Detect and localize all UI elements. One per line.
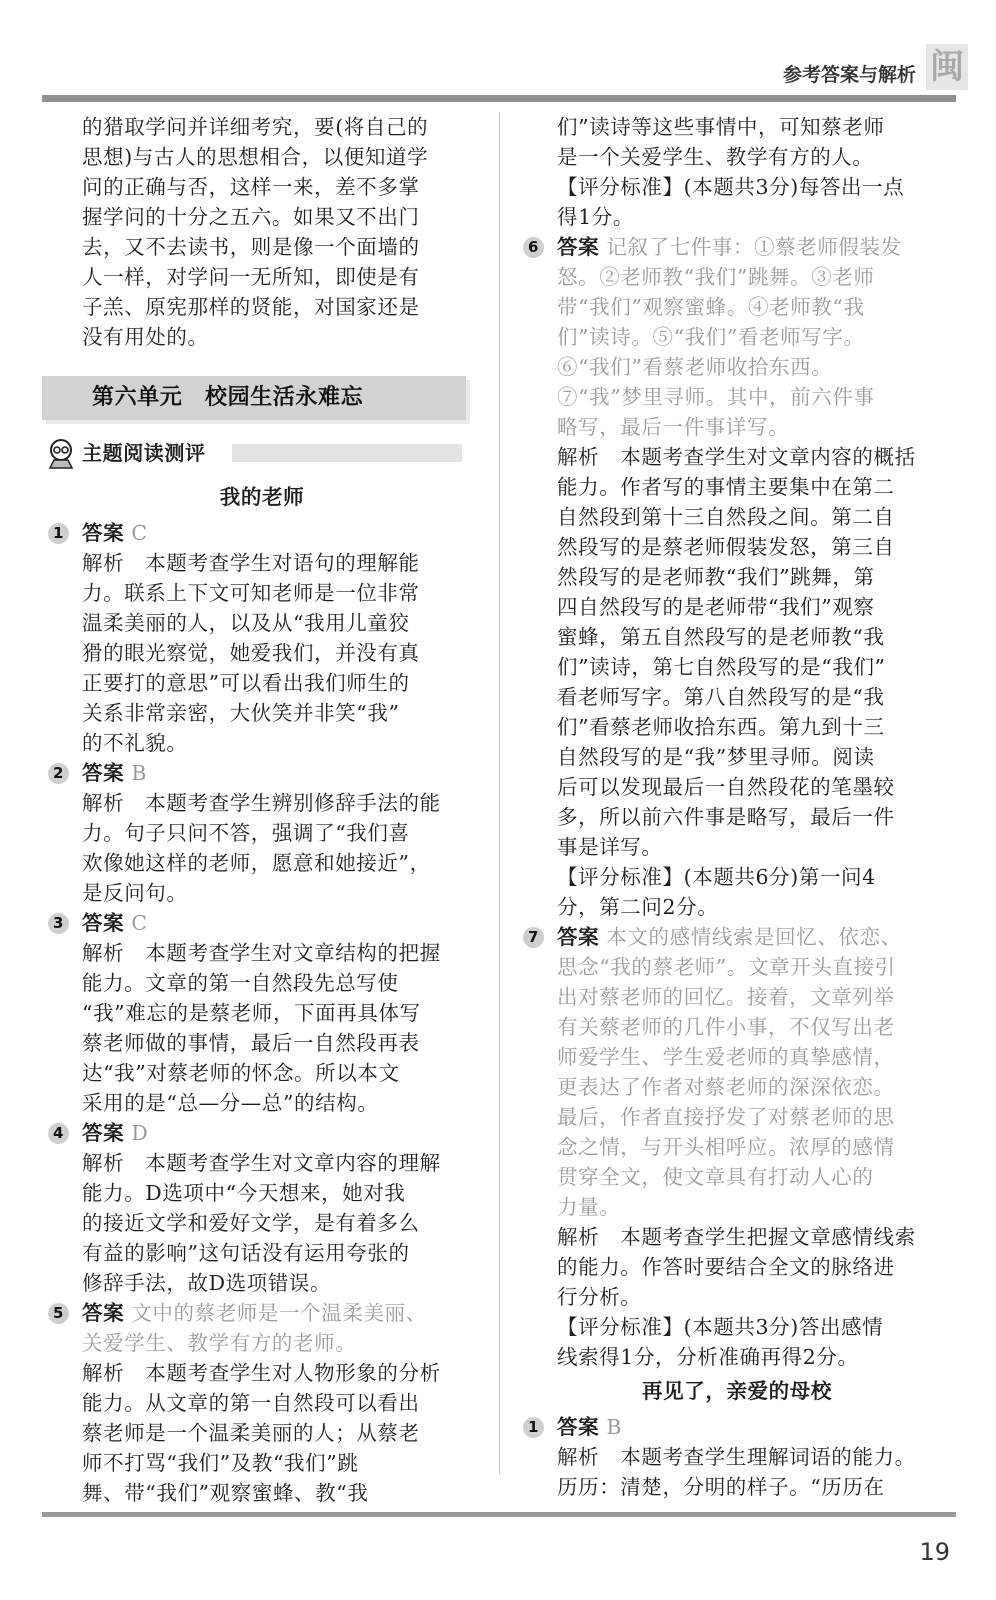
text-line: 采用的是“总—分—总”的结构。 (82, 1091, 379, 1115)
question-number: 4 (48, 1123, 69, 1144)
question-2 (46, 758, 478, 908)
region-badge: 闽 (926, 44, 968, 90)
text-line: “我”难忘的是蔡老师，下面再具体写 (82, 1001, 421, 1025)
text-line: 四自然段写的是老师带“我们”观察 (557, 595, 875, 619)
text-line: 温柔美丽的人，以及从“我用儿童狡 (82, 611, 410, 635)
text-line: 子羔、原宪那样的贤能，对国家还是 (82, 295, 420, 319)
text-line: 解析 本题考查学生把握文章感情线索 (557, 1225, 916, 1249)
answer-value: B (606, 1415, 622, 1439)
question-5-continued (521, 112, 953, 232)
answer-line: 师爱学生、学生爱老师的真挚感情， (557, 1045, 895, 1069)
question-number: 7 (523, 927, 544, 948)
answer-line: 出对蔡老师的回忆。接着，文章列举 (557, 985, 895, 1009)
passage-title: 我的老师 (219, 485, 305, 509)
text-line: 蜜蜂，第五自然段写的是老师教“我 (557, 625, 885, 649)
unit-banner: 第六单元 校园生活永难忘 (42, 376, 466, 420)
scoring-line: 分，第二问2分。 (557, 895, 719, 919)
answer-line: 贯穿全文，使文章具有打动人心的 (557, 1165, 874, 1189)
text-line: 是反问句。 (82, 881, 188, 905)
text-line: 然段写的是老师教“我们”跳舞，第 (557, 565, 875, 589)
text-line: 力。句子只问不答，强调了“我们喜 (82, 821, 410, 845)
theme-heading (46, 434, 478, 474)
question-5 (46, 1298, 478, 1508)
text-line: 解析 本题考查学生对人物形象的分析 (82, 1361, 441, 1385)
intro-paragraph (46, 112, 478, 352)
text-line: 解析 本题考查学生对文章内容的概括 (557, 445, 916, 469)
page-number: 19 (919, 1538, 950, 1566)
answer-label: 答案 (557, 925, 600, 949)
question-number: 1 (48, 523, 69, 544)
answer-line: 思念“我的蔡老师”。文章开头直接引 (557, 955, 896, 979)
text-line: 们”读诗，第七自然段写的是“我们” (557, 655, 886, 679)
text-line: 的猎取学问并详细考究，要(将自己的 (82, 115, 429, 139)
text-line: 解析 本题考查学生对语句的理解能 (82, 551, 420, 575)
text-line: 们”看蔡老师收拾东西。第九到十三 (557, 715, 885, 739)
answer-label: 答案 (82, 761, 125, 785)
answer-value: 文中的蔡老师是一个温柔美丽、 (131, 1301, 427, 1325)
answer-label: 答案 (82, 521, 125, 545)
text-line: 看老师写字。第八自然段写的是“我 (557, 685, 885, 709)
reader-icon (46, 438, 76, 470)
scoring-line: 【评分标准】(本题共3分)每答出一点 (557, 175, 905, 199)
text-line: 的接近文学和爱好文学，是有着多么 (82, 1211, 420, 1235)
question-number: 3 (48, 913, 69, 934)
answer-line: 念之情，与开头相呼应。浓厚的感情 (557, 1135, 895, 1159)
footer-rule (42, 1512, 956, 1517)
answer-value: D (131, 1121, 149, 1145)
answer-label: 答案 (82, 1301, 125, 1325)
answer-line: ⑦“我”梦里寻师。其中，前六件事 (557, 385, 875, 409)
answer-value: 记叙了七件事：①蔡老师假装发 (606, 235, 902, 259)
text-line: 欢像她这样的老师，愿意和她接近”， (82, 851, 431, 875)
text-line: 解析 本题考查学生辨别修辞手法的能 (82, 791, 441, 815)
answer-line: 带“我们”观察蜜蜂。④老师教“我 (557, 295, 865, 319)
text-line: 解析 本题考查学生理解词语的能力。 (557, 1445, 916, 1469)
answer-value: 本文的感情线索是回忆、依恋、 (606, 925, 902, 949)
answer-label: 答案 (557, 1415, 600, 1439)
answer-line: 最后，作者直接抒发了对蔡老师的思 (557, 1105, 895, 1129)
text-line: 能力。从文章的第一自然段可以看出 (82, 1391, 420, 1415)
text-line: 解析 本题考查学生对文章内容的理解 (82, 1151, 441, 1175)
text-line: 蔡老师做的事情，最后一自然段再表 (82, 1031, 420, 1055)
text-line: 能力。作者写的事情主要集中在第二 (557, 475, 895, 499)
text-line: 达“我”对蔡老师的怀念。所以本文 (82, 1061, 400, 1085)
text-line: 修辞手法，故D选项错误。 (82, 1271, 332, 1295)
text-line: 解析 本题考查学生对文章结构的把握 (82, 941, 441, 965)
header-rule (42, 95, 956, 102)
scoring-line: 线索得1分，分析准确再得2分。 (557, 1345, 859, 1369)
question-number: 6 (523, 237, 544, 258)
text-line: 们”读诗等这些事情中，可知蔡老师 (557, 115, 885, 139)
answer-value: B (131, 761, 147, 785)
running-header: 参考答案与解析 (782, 64, 916, 86)
text-line: 力。联系上下文可知老师是一位非常 (82, 581, 420, 605)
answer-line: 有关蔡老师的几件小事，不仅写出老 (557, 1015, 895, 1039)
text-line: 握学问的十分之五六。如果又不出门 (82, 205, 420, 229)
answer-line: 略写，最后一件事详写。 (557, 415, 790, 439)
theme-title: 主题阅读测评 (82, 441, 206, 465)
text-line: 正要打的意思”可以看出我们师生的 (82, 671, 410, 695)
scoring-line: 得1分。 (557, 205, 634, 229)
text-line: 问的正确与否，这样一来，差不多掌 (82, 175, 420, 199)
answer-label: 答案 (557, 235, 600, 259)
scoring-line: 【评分标准】(本题共6分)第一问4 (557, 865, 876, 889)
text-line: 自然段到第十三自然段之间。第二自 (557, 505, 895, 529)
question-7 (521, 922, 953, 1372)
question-number: 2 (48, 763, 69, 784)
text-line: 关系非常亲密，大伙笑并非笑“我” (82, 701, 400, 725)
text-line: 事是详写。 (557, 835, 663, 859)
text-line: 然段写的是蔡老师假装发怒，第三自 (557, 535, 895, 559)
text-line: 能力。文章的第一自然段先总写使 (82, 971, 399, 995)
text-line: 行分析。 (557, 1285, 642, 1309)
scoring-line: 【评分标准】(本题共3分)答出感情 (557, 1315, 884, 1339)
answer-label: 答案 (82, 1121, 125, 1145)
column-divider (499, 112, 500, 1474)
question-3 (46, 908, 478, 1118)
text-line: 有益的影响”这句话没有运用夸张的 (82, 1241, 410, 1265)
text-line: 思想)与古人的思想相合，以便知道学 (82, 145, 429, 169)
theme-decor-bar (232, 444, 462, 462)
text-line: 是一个关爱学生、教学有方的人。 (557, 145, 874, 169)
text-line: 舞、带“我们”观察蜜蜂、教“我 (82, 1481, 369, 1505)
question-6 (521, 232, 953, 922)
text-line: 能力。D选项中“今天想来，她对我 (82, 1181, 406, 1205)
text-line: 的能力。作答时要结合全文的脉络进 (557, 1255, 895, 1279)
text-line: 后可以发现最后一自然段花的笔墨较 (557, 775, 895, 799)
question-1 (46, 518, 478, 758)
text-line: 猾的眼光察觉，她爱我们，并没有真 (82, 641, 420, 665)
answer-value: C (131, 911, 148, 935)
right-column (521, 112, 953, 1502)
answer-line: 力量。 (557, 1195, 621, 1219)
answer-line: 怒。②老师教“我们”跳舞。③老师 (557, 265, 875, 289)
text-line: 蔡老师是一个温柔美丽的人；从蔡老 (82, 1421, 420, 1445)
text-line: 师不打骂“我们”及教“我们”跳 (82, 1451, 359, 1475)
question-4 (46, 1118, 478, 1298)
answer-value: C (131, 521, 148, 545)
answer-line: 们”读诗。⑤“我们”看老师写字。 (557, 325, 865, 349)
answer-line: 更表达了作者对蔡老师的深深依恋。 (557, 1075, 895, 1099)
text-line: 多，所以前六件事是略写，最后一件 (557, 805, 895, 829)
text-line: 自然段写的是“我”梦里寻师。阅读 (557, 745, 875, 769)
left-column (46, 112, 478, 1508)
text-line: 去，又不去读书，则是像一个面墙的 (82, 235, 420, 259)
text-line: 没有用处的。 (82, 325, 209, 349)
answer-line: 关爱学生、教学有方的老师。 (82, 1331, 357, 1355)
question-number: 1 (523, 1417, 544, 1438)
answer-label: 答案 (82, 911, 125, 935)
text-line: 人一样，对学问一无所知，即使是有 (82, 265, 420, 289)
answer-line: ⑥“我们”看蔡老师收拾东西。 (557, 355, 833, 379)
passage-title: 再见了，亲爱的母校 (642, 1379, 832, 1403)
question-1-second (521, 1412, 953, 1502)
text-line: 历历：清楚，分明的样子。“历历在 (557, 1475, 885, 1499)
text-line: 的不礼貌。 (82, 731, 188, 755)
question-number: 5 (48, 1303, 69, 1324)
